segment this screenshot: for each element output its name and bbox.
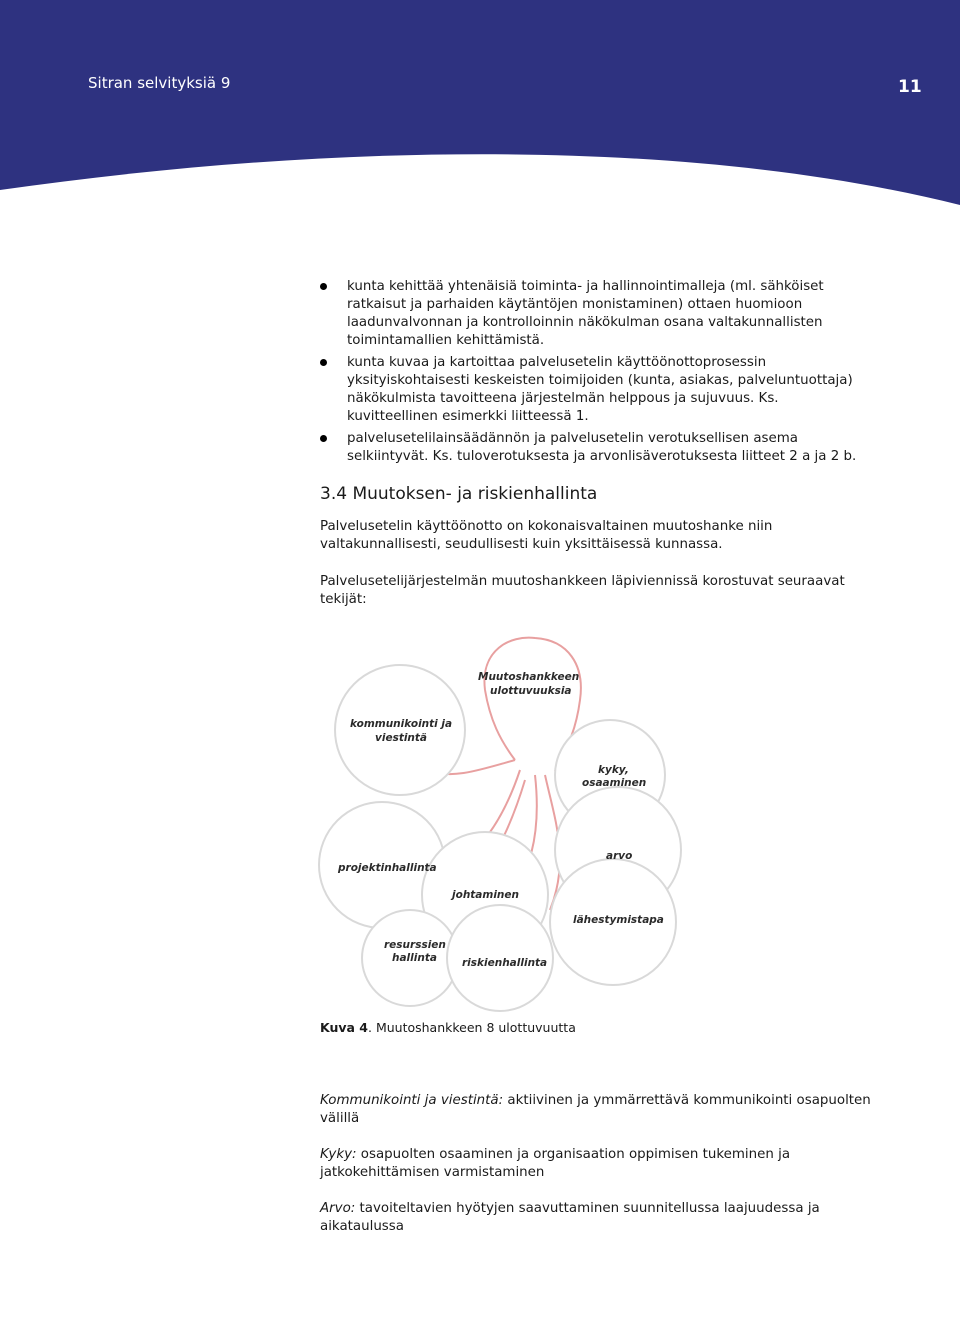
- definition-term: Arvo:: [320, 1201, 356, 1216]
- page-number: 11: [898, 77, 922, 97]
- list-item-text: palvelusetelilainsäädännön ja palvelusetelin verotuksellisen asema selkiintyvät. Ks. tuloverotuksesta ja arvonlisäverotuksesta liitteet 2 a ja 2 b.: [347, 431, 857, 464]
- circle-kommunikointi: [335, 665, 465, 795]
- label-johtaminen: johtaminen: [452, 889, 520, 901]
- label-riskienhallinta: riskienhallinta: [462, 957, 548, 969]
- definition-term: Kyky:: [320, 1147, 357, 1162]
- label-lahestymistapa: lähestymistapa: [573, 914, 664, 926]
- list-item-text: kunta kuvaa ja kartoittaa palvelusetelin käyttöönottoprosessin yksityiskohtaisesti keskeisten toimijoiden (kunta, asiakas, palveluntuottaja) näkökulmista tavoitteena järjestelmän helppous ja sujuvuus. Ks. kuvitteellinen esimerkki liitteessä 1.: [347, 355, 853, 424]
- label-projektinhallinta: projektinhallinta: [338, 862, 437, 874]
- label-center-2: ulottuvuuksia: [490, 685, 572, 697]
- definition-term: Kommunikointi ja viestintä:: [320, 1093, 504, 1108]
- label-kommunikointi-2: viestintä: [375, 732, 428, 744]
- label-kommunikointi-1: kommunikointi ja: [350, 718, 453, 730]
- bullet-icon: [320, 283, 327, 290]
- list-item-text: kunta kehittää yhtenäisiä toiminta- ja hallinnointimalleja (ml. sähköiset ratkaisut ja parhaiden käytäntöjen monistaminen) ottaen huomioon laadunvalvonnan ja kontrolloinnin näkökulman osana valtakunnallisten toimintamallien kehittämistä.: [347, 279, 824, 348]
- label-resurssien-2: hallinta: [392, 952, 437, 964]
- bullet-icon: [320, 359, 327, 366]
- label-arvo: arvo: [606, 850, 633, 862]
- definition: [320, 1146, 880, 1182]
- bullet-list: [320, 278, 865, 470]
- label-kyky-1: kyky,: [598, 764, 629, 776]
- header-band: [0, 0, 960, 210]
- paragraph: Palvelusetelijärjestelmän muutoshankkeen läpiviennissä korostuvat seuraavat tekijät:: [320, 574, 845, 607]
- definition-text: aktiivinen ja ymmärrettävä kommunikointi osapuolten välillä: [320, 1093, 871, 1126]
- list-item: [320, 278, 865, 350]
- definition: [320, 1200, 880, 1236]
- definition-text: tavoiteltavien hyötyjen saavuttaminen suunnitellussa laajuudessa ja aikataulussa: [320, 1201, 820, 1234]
- label-kyky-2: osaaminen: [582, 777, 647, 789]
- definition: [320, 1092, 880, 1128]
- label-center-1: Muutoshankkeen: [478, 671, 580, 683]
- list-item: [320, 354, 865, 426]
- caption-text: . Muutoshankkeen 8 ulottuvuutta: [368, 1020, 576, 1035]
- bullet-icon: [320, 435, 327, 442]
- figure-caption: [320, 1020, 576, 1035]
- series-title: Sitran selvityksiä 9: [88, 74, 231, 92]
- caption-label: Kuva 4: [320, 1020, 368, 1035]
- definition-text: osapuolten osaaminen ja organisaation oppimisen tukeminen ja jatkokehittämisen varmistaminen: [320, 1147, 791, 1180]
- octopus-figure: [310, 620, 710, 1015]
- paragraph: Palvelusetelin käyttöönotto on kokonaisvaltainen muutoshanke niin valtakunnallisesti, seudullisesti kuin yksittäisessä kunnassa.: [320, 519, 773, 552]
- list-item: [320, 430, 865, 466]
- label-resurssien-1: resurssien: [384, 939, 446, 951]
- section-heading: 3.4 Muutoksen- ja riskienhallinta: [320, 484, 598, 504]
